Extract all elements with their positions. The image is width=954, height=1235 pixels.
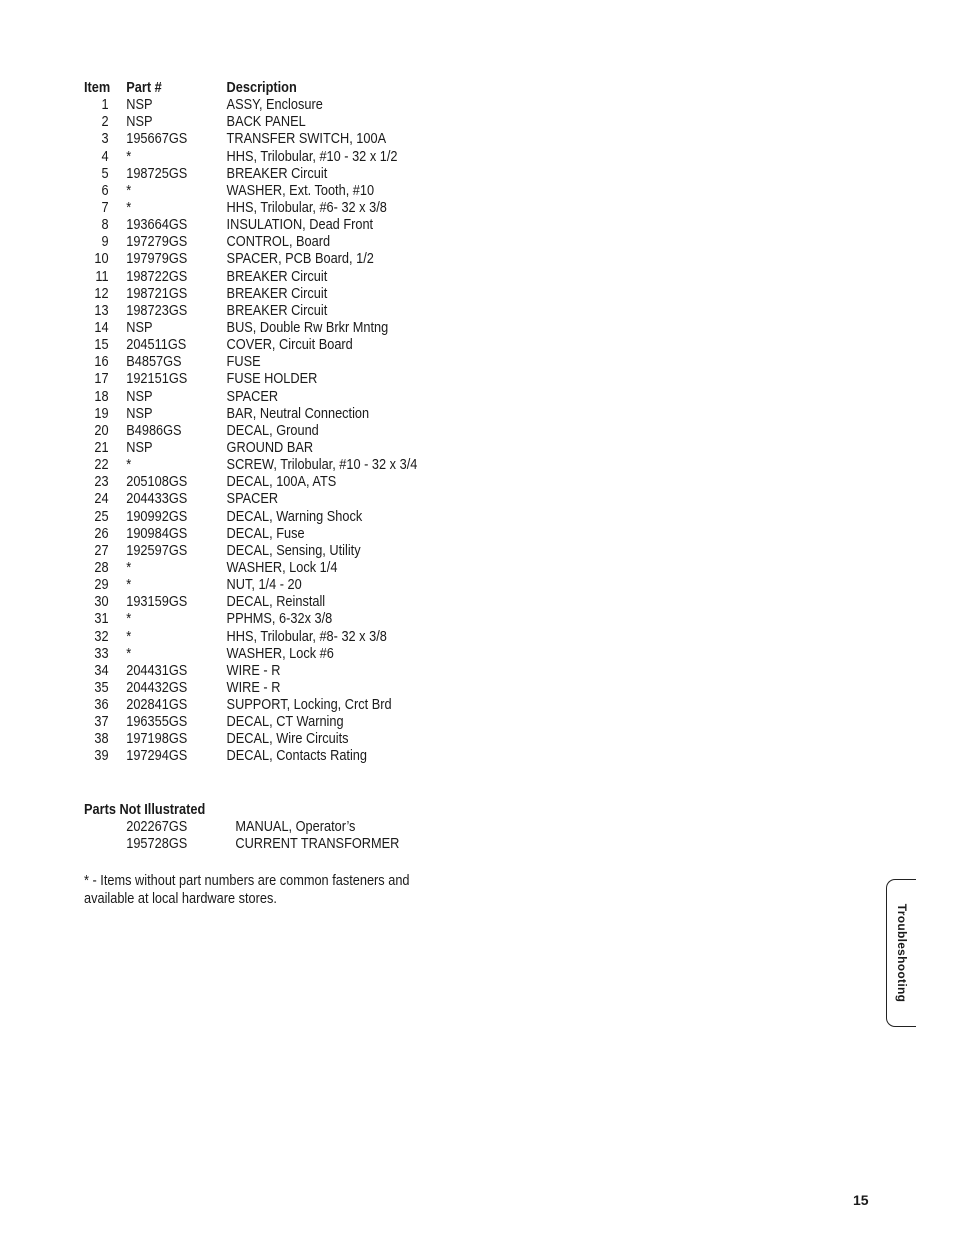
part-description: DECAL, Contacts Rating: [226, 748, 367, 765]
part-number: NSP: [126, 388, 153, 405]
part-description: DECAL, Wire Circuits: [226, 731, 349, 748]
item-number: 19: [94, 405, 109, 422]
part-description: DECAL, Sensing, Utility: [226, 542, 361, 559]
part-number: *: [126, 577, 132, 594]
part-description: WASHER, Lock 1/4: [226, 559, 338, 576]
part-number: *: [126, 457, 132, 474]
part-description: BREAKER Circuit: [226, 165, 328, 182]
table-row: [84, 509, 417, 526]
item-number: 7: [101, 199, 109, 216]
part-number: 197294GS: [126, 748, 188, 765]
table-row: [84, 577, 417, 594]
table-row: [84, 714, 417, 731]
part-description: WASHER, Ext. Tooth, #10: [226, 182, 375, 199]
header-description: Description: [226, 80, 297, 96]
item-number: 38: [94, 731, 109, 748]
part-number: 197279GS: [126, 234, 188, 251]
table-row: [84, 286, 417, 303]
table-row: [84, 474, 417, 491]
table-row: [84, 200, 417, 217]
part-number: *: [126, 199, 132, 216]
item-number: 13: [94, 302, 109, 319]
part-description: HHS, Trilobular, #8- 32 x 3/8: [226, 628, 387, 645]
table-row: [84, 611, 417, 628]
parts-not-illustrated-title: Parts Not Illustrated: [84, 802, 206, 818]
part-description: SPACER, PCB Board, 1/2: [226, 251, 374, 268]
part-number: *: [126, 182, 132, 199]
part-number: 204433GS: [126, 491, 188, 508]
part-description: PPHMS, 6-32x 3/8: [226, 611, 333, 628]
part-number: NSP: [126, 114, 153, 131]
table-row: [84, 114, 417, 131]
item-number: 34: [94, 662, 109, 679]
part-number: 198725GS: [126, 165, 188, 182]
list-item: [84, 819, 399, 836]
item-number: 11: [95, 268, 109, 285]
table-row: [84, 697, 417, 714]
header-part-number: Part #: [126, 80, 162, 96]
table-row: [84, 731, 417, 748]
part-description: WIRE - R: [226, 679, 281, 696]
part-description: SPACER: [226, 388, 279, 405]
item-number: 3: [101, 131, 109, 148]
table-row: [84, 663, 417, 680]
part-description: FUSE HOLDER: [226, 371, 318, 388]
table-row: [84, 149, 417, 166]
parts-not-illustrated: [84, 802, 399, 853]
part-description: DECAL, Fuse: [226, 525, 305, 542]
item-number: 2: [101, 114, 109, 131]
item-number: 25: [94, 508, 109, 525]
item-number: 1: [101, 97, 109, 114]
part-number: *: [126, 628, 132, 645]
part-number: 204511GS: [126, 337, 187, 354]
part-number: *: [126, 611, 132, 628]
table-row: [84, 234, 417, 251]
item-number: 16: [94, 354, 109, 371]
item-number: 27: [94, 542, 109, 559]
part-number: 198723GS: [126, 302, 188, 319]
item-number: 23: [94, 474, 109, 491]
part-description: SPACER: [226, 491, 279, 508]
item-number: 28: [94, 559, 109, 576]
item-number: 33: [94, 645, 109, 662]
part-number: 198721GS: [126, 285, 188, 302]
part-number: 192151GS: [126, 371, 188, 388]
table-row: [84, 354, 417, 371]
table-row: [84, 646, 417, 663]
table-row: [84, 97, 417, 114]
part-description: FUSE: [226, 354, 261, 371]
part-number: 204431GS: [126, 662, 188, 679]
part-description: BAR, Neutral Connection: [226, 405, 370, 422]
table-row: [84, 217, 417, 234]
table-header-row: [84, 80, 417, 97]
table-row: [84, 560, 417, 577]
table-row: [84, 269, 417, 286]
part-number: 196355GS: [126, 714, 188, 731]
part-description: ASSY, Enclosure: [226, 97, 323, 114]
table-row: [84, 131, 417, 148]
item-number: 20: [94, 422, 109, 439]
item-number: 35: [94, 679, 109, 696]
part-description: DECAL, Warning Shock: [226, 508, 363, 525]
item-number: 36: [94, 697, 109, 714]
part-description: COVER, Circuit Board: [226, 337, 353, 354]
item-number: 21: [94, 439, 109, 456]
part-description: CONTROL, Board: [226, 234, 331, 251]
part-number: 197979GS: [126, 251, 188, 268]
part-description: WIRE - R: [226, 662, 281, 679]
table-row: [84, 423, 417, 440]
part-description: TRANSFER SWITCH, 100A: [226, 131, 387, 148]
part-number: NSP: [126, 319, 153, 336]
part-description: DECAL, Reinstall: [226, 594, 326, 611]
part-description: MANUAL, Operator’s: [235, 819, 356, 836]
footnote: [84, 872, 462, 908]
item-number: 29: [94, 577, 109, 594]
part-number: 197198GS: [126, 731, 188, 748]
part-number: 190992GS: [126, 508, 188, 525]
parts-not-illustrated-list: [84, 819, 399, 853]
item-number: 17: [94, 371, 109, 388]
part-description: NUT, 1/4 - 20: [226, 577, 302, 594]
item-number: 6: [101, 182, 109, 199]
table-row: [84, 166, 417, 183]
part-description: BREAKER Circuit: [226, 285, 328, 302]
section-tab-label: Troubleshooting: [895, 903, 909, 1003]
part-description: BREAKER Circuit: [226, 302, 328, 319]
item-number: 4: [101, 148, 109, 165]
part-number: 195728GS: [126, 836, 188, 853]
footnote-line: available at local hardware stores.: [84, 891, 277, 907]
part-description: DECAL, CT Warning: [226, 714, 344, 731]
item-number: 15: [94, 337, 109, 354]
list-item: [84, 836, 399, 853]
part-number: 192597GS: [126, 542, 188, 559]
table-row: [84, 406, 417, 423]
item-number: 10: [94, 251, 109, 268]
part-number: NSP: [126, 97, 153, 114]
table-row: [84, 320, 417, 337]
item-number: 8: [101, 217, 109, 234]
part-number: NSP: [126, 439, 153, 456]
item-number: 31: [94, 611, 109, 628]
item-number: 39: [94, 748, 109, 765]
table-row: [84, 748, 417, 765]
item-number: 5: [101, 165, 109, 182]
part-number: 205108GS: [126, 474, 188, 491]
table-row: [84, 303, 417, 320]
part-number: 198722GS: [126, 268, 188, 285]
part-number: 190984GS: [126, 525, 188, 542]
item-number: 26: [94, 525, 109, 542]
item-number: 14: [94, 319, 109, 336]
item-number: 32: [94, 628, 109, 645]
table-row: [84, 543, 417, 560]
table-row: [84, 337, 417, 354]
item-number: 12: [94, 285, 109, 302]
table-body: [84, 97, 417, 765]
footnote-line: * - Items without part numbers are common fasteners and: [84, 873, 410, 889]
part-description: SUPPORT, Locking, Crct Brd: [226, 697, 392, 714]
part-description: WASHER, Lock #6: [226, 645, 334, 662]
table-row: [84, 594, 417, 611]
table-row: [84, 251, 417, 268]
part-number: 204432GS: [126, 679, 188, 696]
part-number: *: [126, 559, 132, 576]
part-number: 193159GS: [126, 594, 188, 611]
table-row: [84, 680, 417, 697]
part-description: DECAL, 100A, ATS: [226, 474, 337, 491]
table-row: [84, 389, 417, 406]
item-number: 18: [94, 388, 109, 405]
item-number: 22: [94, 457, 109, 474]
part-description: GROUND BAR: [226, 439, 314, 456]
part-number: B4857GS: [126, 354, 182, 371]
part-number: 193664GS: [126, 217, 188, 234]
part-description: HHS, Trilobular, #6- 32 x 3/8: [226, 199, 387, 216]
header-item: Item: [84, 80, 111, 96]
part-number: 202267GS: [126, 819, 188, 836]
part-number: 202841GS: [126, 697, 188, 714]
table-row: [84, 629, 417, 646]
part-description: BUS, Double Rw Brkr Mntng: [226, 319, 389, 336]
part-number: NSP: [126, 405, 153, 422]
part-number: B4986GS: [126, 422, 182, 439]
part-description: BREAKER Circuit: [226, 268, 328, 285]
part-description: INSULATION, Dead Front: [226, 217, 374, 234]
table-row: [84, 183, 417, 200]
item-number: 24: [94, 491, 109, 508]
part-description: CURRENT TRANSFORMER: [235, 836, 400, 853]
part-description: HHS, Trilobular, #10 - 32 x 1/2: [226, 148, 398, 165]
part-number: 195667GS: [126, 131, 188, 148]
page-number: 15: [853, 1192, 869, 1208]
part-number: *: [126, 148, 132, 165]
item-number: 30: [94, 594, 109, 611]
item-number: 9: [101, 234, 109, 251]
item-number: 37: [94, 714, 109, 731]
part-description: SCREW, Trilobular, #10 - 32 x 3/4: [226, 457, 418, 474]
part-description: DECAL, Ground: [226, 422, 319, 439]
part-number: *: [126, 645, 132, 662]
part-description: BACK PANEL: [226, 114, 306, 131]
table-row: [84, 457, 417, 474]
table-row: [84, 491, 417, 508]
table-row: [84, 371, 417, 388]
table-row: [84, 526, 417, 543]
table-row: [84, 440, 417, 457]
parts-table: [84, 80, 417, 766]
